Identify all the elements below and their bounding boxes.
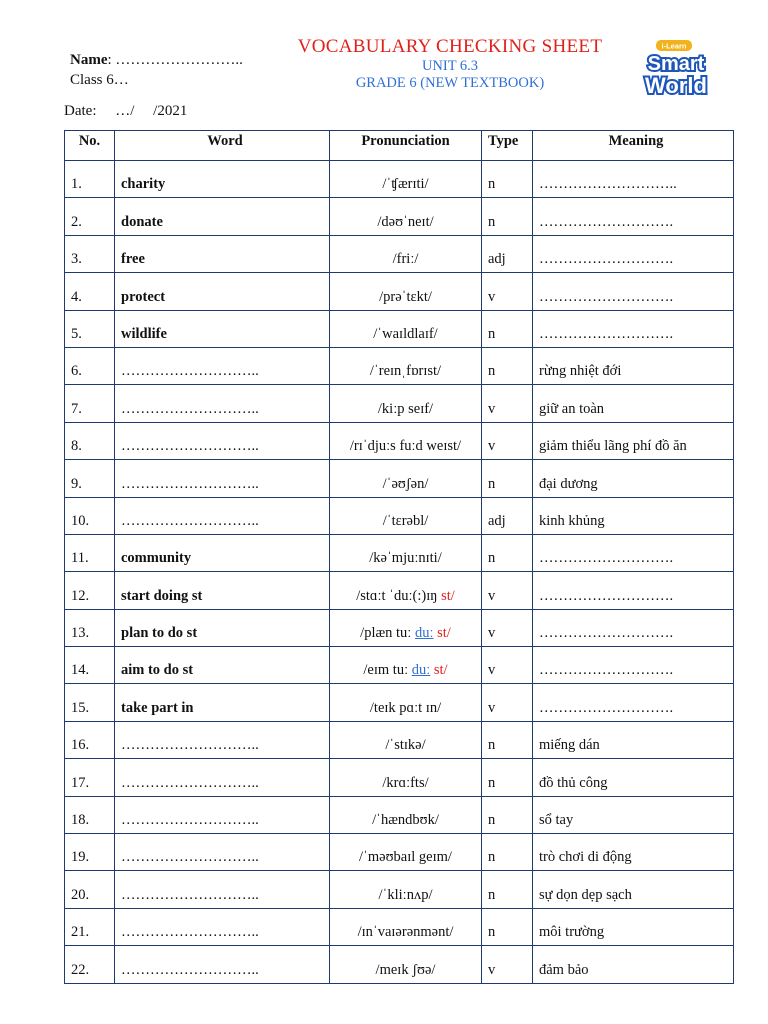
meaning-cell: môi trường bbox=[533, 908, 734, 945]
smart-world-logo bbox=[632, 38, 722, 100]
pronunciation-cell: /rɪˈdjuːs fuːd weɪst/ bbox=[330, 422, 482, 459]
pronunciation-cell: /kiːp seɪf/ bbox=[330, 385, 482, 422]
row-number: 18. bbox=[65, 796, 115, 833]
row-number: 2. bbox=[65, 198, 115, 235]
row-number: 20. bbox=[65, 871, 115, 908]
row-number: 16. bbox=[65, 721, 115, 758]
pronunciation-cell bbox=[330, 572, 482, 609]
class-field[interactable]: Class 6… bbox=[70, 72, 129, 88]
row-number: 11. bbox=[65, 534, 115, 571]
unit-label: UNIT 6.3 bbox=[421, 58, 479, 74]
type-cell: n bbox=[482, 198, 533, 235]
meaning-blank[interactable]: ………………………. bbox=[533, 647, 734, 684]
row-number: 15. bbox=[65, 684, 115, 721]
grade-label: GRADE 6 (NEW TEXTBOOK) bbox=[355, 75, 545, 91]
word-blank[interactable]: ……………………….. bbox=[115, 347, 330, 384]
meaning-blank[interactable]: ………………………. bbox=[533, 235, 734, 272]
row-number: 4. bbox=[65, 273, 115, 310]
row-number: 9. bbox=[65, 460, 115, 497]
pronunciation-part: duː bbox=[414, 625, 434, 642]
word-cell: free bbox=[115, 235, 330, 272]
table-row bbox=[65, 721, 734, 758]
word-blank[interactable]: ……………………….. bbox=[115, 721, 330, 758]
table-row bbox=[65, 385, 734, 422]
word-blank[interactable]: ……………………….. bbox=[115, 460, 330, 497]
row-number: 5. bbox=[65, 310, 115, 347]
pronunciation-cell: /ˈkliːnʌp/ bbox=[330, 871, 482, 908]
word-blank[interactable]: ……………………….. bbox=[115, 385, 330, 422]
row-number: 6. bbox=[65, 347, 115, 384]
meaning-cell: sự dọn dẹp sạch bbox=[533, 871, 734, 908]
table-body bbox=[65, 161, 734, 984]
svg-text:i-Learn: i-Learn bbox=[661, 41, 687, 51]
word-blank[interactable]: ……………………….. bbox=[115, 834, 330, 871]
table-row bbox=[65, 235, 734, 272]
table-row bbox=[65, 572, 734, 609]
word-cell: protect bbox=[115, 273, 330, 310]
type-cell: v bbox=[482, 422, 533, 459]
word-cell: community bbox=[115, 534, 330, 571]
word-blank[interactable]: ……………………….. bbox=[115, 497, 330, 534]
pronunciation-cell: /teɪk pɑːt ɪn/ bbox=[330, 684, 482, 721]
pronunciation-part: st/ bbox=[430, 662, 448, 679]
row-number: 12. bbox=[65, 572, 115, 609]
meaning-cell: đảm bảo bbox=[533, 946, 734, 983]
meaning-cell: sổ tay bbox=[533, 796, 734, 833]
meaning-cell: đồ thủ công bbox=[533, 759, 734, 796]
col-header-word: Word bbox=[115, 131, 330, 161]
meaning-cell: giảm thiểu lãng phí đồ ăn bbox=[533, 422, 734, 459]
pronunciation-cell: /kəˈmjuːnɪti/ bbox=[330, 534, 482, 571]
word-blank[interactable]: ……………………….. bbox=[115, 796, 330, 833]
word-blank[interactable]: ……………………….. bbox=[115, 908, 330, 945]
word-blank[interactable]: ……………………….. bbox=[115, 871, 330, 908]
table-row bbox=[65, 273, 734, 310]
word-cell: start doing st bbox=[115, 572, 330, 609]
type-cell: n bbox=[482, 534, 533, 571]
table-row bbox=[65, 647, 734, 684]
svg-text:World: World bbox=[645, 73, 707, 98]
pronunciation-cell: /krɑːfts/ bbox=[330, 759, 482, 796]
row-number: 10. bbox=[65, 497, 115, 534]
type-cell: v bbox=[482, 273, 533, 310]
table-header-row bbox=[65, 131, 734, 161]
sheet-title: VOCABULARY CHECKING SHEET bbox=[297, 36, 603, 57]
word-blank[interactable]: ……………………….. bbox=[115, 422, 330, 459]
name-field[interactable]: : …………………….. bbox=[107, 52, 243, 68]
table-row bbox=[65, 684, 734, 721]
type-cell: n bbox=[482, 834, 533, 871]
meaning-blank[interactable]: ………………………. bbox=[533, 609, 734, 646]
pronunciation-part: st/ bbox=[433, 625, 451, 642]
table-row bbox=[65, 161, 734, 198]
word-cell: take part in bbox=[115, 684, 330, 721]
meaning-blank[interactable]: ………………………. bbox=[533, 273, 734, 310]
pronunciation-cell: /prəˈtɛkt/ bbox=[330, 273, 482, 310]
meaning-blank[interactable]: ………………………. bbox=[533, 198, 734, 235]
table-row bbox=[65, 422, 734, 459]
col-header-pronunciation: Pronunciation bbox=[330, 131, 482, 161]
pronunciation-cell: /ˈtɛrəbl/ bbox=[330, 497, 482, 534]
col-header-no: No. bbox=[65, 131, 115, 161]
meaning-blank[interactable]: ………………………. bbox=[533, 534, 734, 571]
table-row bbox=[65, 460, 734, 497]
pronunciation-cell: /dəʊˈneɪt/ bbox=[330, 198, 482, 235]
word-blank[interactable]: ……………………….. bbox=[115, 759, 330, 796]
student-info bbox=[70, 50, 243, 90]
table-row bbox=[65, 796, 734, 833]
meaning-cell: rừng nhiệt đới bbox=[533, 347, 734, 384]
pronunciation-cell: /ˈstɪkə/ bbox=[330, 721, 482, 758]
type-cell: v bbox=[482, 609, 533, 646]
word-cell: donate bbox=[115, 198, 330, 235]
sheet-header bbox=[250, 36, 650, 92]
type-cell: v bbox=[482, 647, 533, 684]
type-cell: adj bbox=[482, 235, 533, 272]
pronunciation-cell: /ˈhændbʊk/ bbox=[330, 796, 482, 833]
pronunciation-cell: /ˈʧærɪti/ bbox=[330, 161, 482, 198]
table-row bbox=[65, 497, 734, 534]
type-cell: v bbox=[482, 684, 533, 721]
word-cell: plan to do st bbox=[115, 609, 330, 646]
table-row bbox=[65, 198, 734, 235]
word-cell: charity bbox=[115, 161, 330, 198]
type-cell: n bbox=[482, 871, 533, 908]
row-number: 22. bbox=[65, 946, 115, 983]
meaning-cell: đại dương bbox=[533, 460, 734, 497]
meaning-blank[interactable]: ……………………….. bbox=[533, 161, 734, 198]
table-row bbox=[65, 946, 734, 983]
pronunciation-cell bbox=[330, 647, 482, 684]
name-label: Name bbox=[70, 52, 108, 68]
row-number: 17. bbox=[65, 759, 115, 796]
row-number: 3. bbox=[65, 235, 115, 272]
table-row bbox=[65, 871, 734, 908]
word-blank[interactable]: ……………………….. bbox=[115, 946, 330, 983]
row-number: 13. bbox=[65, 609, 115, 646]
col-header-type: Type bbox=[482, 131, 533, 161]
row-number: 21. bbox=[65, 908, 115, 945]
meaning-cell: trò chơi di động bbox=[533, 834, 734, 871]
meaning-cell: kinh khủng bbox=[533, 497, 734, 534]
pronunciation-part: duː bbox=[411, 662, 431, 679]
table-row bbox=[65, 759, 734, 796]
meaning-cell: miếng dán bbox=[533, 721, 734, 758]
pronunciation-cell bbox=[330, 609, 482, 646]
type-cell: v bbox=[482, 572, 533, 609]
pronunciation-cell: /ˈreɪnˌfɒrɪst/ bbox=[330, 347, 482, 384]
type-cell: n bbox=[482, 161, 533, 198]
vocabulary-table bbox=[64, 130, 734, 984]
type-cell: n bbox=[482, 759, 533, 796]
type-cell: v bbox=[482, 946, 533, 983]
type-cell: n bbox=[482, 460, 533, 497]
type-cell: n bbox=[482, 908, 533, 945]
type-cell: v bbox=[482, 385, 533, 422]
meaning-blank[interactable]: ………………………. bbox=[533, 572, 734, 609]
meaning-cell: giữ an toàn bbox=[533, 385, 734, 422]
meaning-blank[interactable]: ………………………. bbox=[533, 310, 734, 347]
date-field[interactable]: Date: …/ /2021 bbox=[64, 103, 188, 119]
table-row bbox=[65, 310, 734, 347]
type-cell: adj bbox=[482, 497, 533, 534]
word-cell: aim to do st bbox=[115, 647, 330, 684]
pronunciation-cell: /meɪk ʃʊə/ bbox=[330, 946, 482, 983]
pronunciation-cell: /ˈməʊbaɪl geɪm/ bbox=[330, 834, 482, 871]
pronunciation-cell: /ˈəʊʃən/ bbox=[330, 460, 482, 497]
table-row bbox=[65, 834, 734, 871]
type-cell: n bbox=[482, 310, 533, 347]
type-cell: n bbox=[482, 796, 533, 833]
svg-text:Smart: Smart bbox=[647, 53, 705, 75]
pronunciation-part: st/ bbox=[441, 587, 455, 604]
meaning-blank[interactable]: ………………………. bbox=[533, 684, 734, 721]
type-cell: n bbox=[482, 721, 533, 758]
pronunciation-part: /stɑːt ˈduː(:)ɪŋ bbox=[356, 587, 442, 604]
col-header-meaning: Meaning bbox=[533, 131, 734, 161]
row-number: 7. bbox=[65, 385, 115, 422]
row-number: 1. bbox=[65, 161, 115, 198]
row-number: 8. bbox=[65, 422, 115, 459]
table-row bbox=[65, 534, 734, 571]
word-cell: wildlife bbox=[115, 310, 330, 347]
pronunciation-part: /eɪm tuː bbox=[363, 662, 412, 679]
row-number: 19. bbox=[65, 834, 115, 871]
table-row bbox=[65, 347, 734, 384]
type-cell: n bbox=[482, 347, 533, 384]
pronunciation-part: /plæn tuː bbox=[360, 625, 415, 642]
pronunciation-cell: /ɪnˈvaɪərənmənt/ bbox=[330, 908, 482, 945]
pronunciation-cell: /ˈwaɪldlaɪf/ bbox=[330, 310, 482, 347]
table-row bbox=[65, 609, 734, 646]
pronunciation-cell: /friː/ bbox=[330, 235, 482, 272]
table-row bbox=[65, 908, 734, 945]
row-number: 14. bbox=[65, 647, 115, 684]
